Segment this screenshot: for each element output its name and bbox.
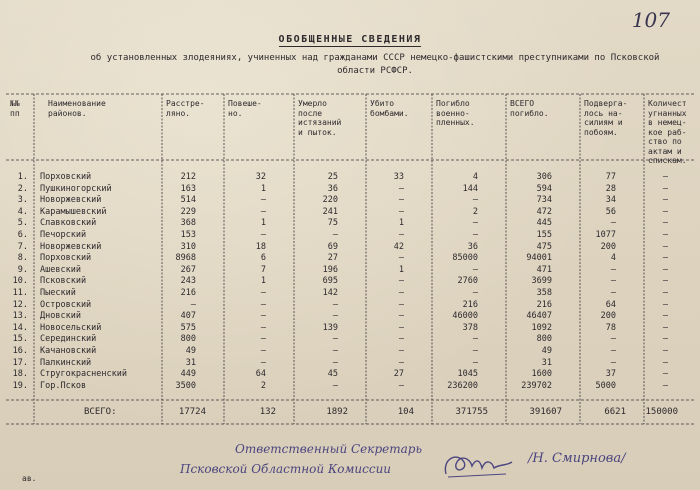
district-name: Дновский (40, 311, 81, 322)
table-cell: – (472, 195, 478, 206)
table-cell: 236200 (447, 380, 478, 391)
table-cell: – (662, 264, 668, 275)
row-number: 9. (17, 264, 28, 275)
table-cell: 144 (462, 183, 478, 194)
table-cell: – (398, 299, 404, 310)
total-cell: 17724 (178, 407, 206, 417)
table-cell: – (260, 206, 266, 217)
table-cell: – (662, 253, 668, 264)
table-cell: 695 (322, 276, 338, 287)
table-cell: – (662, 357, 668, 368)
table-cell: – (260, 334, 266, 345)
table-cell: – (472, 357, 478, 368)
document-subtitle: об установленных злодеяниях, учиненных над гражданами СССР немецко-фашистскими преступниками по Псковской области РСФСР. (90, 53, 660, 76)
row-number: 7. (17, 241, 28, 252)
row-number: 18. (12, 369, 28, 380)
table-cell: – (398, 346, 404, 356)
table-cell: – (398, 380, 404, 391)
table-cell: 220 (322, 195, 338, 206)
table-cell: 37 (605, 369, 616, 380)
table-cell: 239702 (521, 380, 552, 391)
table-cell: 445 (536, 218, 552, 229)
column-header-9: Количест угнанных в немец- кое раб- ство по актам и спискам. (648, 99, 687, 165)
district-name: Палкинский (40, 357, 92, 368)
table-cell: 1 (398, 218, 404, 229)
column-header-8: Подверга- лось на- силиям и побоям. (584, 99, 628, 137)
table-cell: 200 (600, 241, 616, 252)
table-cell: 368 (180, 218, 196, 229)
table-cell: 306 (536, 172, 552, 182)
column-header-5: Убито бомбами. (370, 99, 409, 118)
table-cell: – (398, 322, 404, 333)
table-cell: 734 (536, 195, 552, 206)
table-cell: 153 (180, 230, 196, 240)
table-cell: – (260, 299, 266, 310)
table-cell: – (190, 299, 196, 310)
table-cell: 64 (605, 299, 616, 310)
table-cell: – (472, 334, 478, 345)
table-cell: 243 (180, 276, 196, 287)
table-cell: 36 (467, 241, 478, 252)
table-cell: 27 (327, 253, 338, 264)
district-name: Новоржевский (40, 241, 102, 252)
row-number: 17. (12, 357, 28, 368)
table-cell: – (610, 334, 616, 345)
footer-mark: ав. (22, 474, 37, 483)
district-name: Карамышевский (40, 206, 107, 217)
table-cell: – (398, 183, 404, 194)
table-cell: 139 (322, 322, 338, 333)
table-cell: 46407 (526, 311, 552, 322)
table-cell: – (332, 299, 338, 310)
table-cell: 1600 (531, 369, 552, 380)
table-cell: – (398, 311, 404, 322)
total-cell: 150000 (645, 407, 678, 417)
total-cell: 104 (397, 407, 414, 417)
table-cell: – (332, 230, 338, 240)
row-number: 5. (17, 218, 28, 229)
table-cell: 46000 (452, 311, 478, 322)
row-number: 10. (12, 276, 28, 287)
table-cell: – (610, 276, 616, 287)
table-cell: – (610, 357, 616, 368)
column-header-6: Погибло военно- пленных. (436, 99, 475, 127)
table-cell: 1 (260, 218, 266, 229)
table-cell: 475 (536, 241, 552, 252)
column-header-7: ВСЕГО погибло. (510, 99, 549, 118)
table-cell: 4 (472, 172, 478, 182)
table-cell: – (662, 241, 668, 252)
table-cell: 85000 (452, 253, 478, 264)
district-name: Пыеский (40, 288, 76, 298)
table-cell: 1 (398, 264, 404, 275)
row-number: 6. (17, 230, 28, 240)
table-cell: – (332, 357, 338, 368)
table-cell: – (472, 264, 478, 275)
table-cell: – (472, 218, 478, 229)
table-cell: – (260, 311, 266, 322)
table-cell: – (398, 357, 404, 368)
table-cell: – (332, 380, 338, 391)
table-cell: 28 (605, 183, 616, 194)
signature-title-line: Ответственный Секретарь (235, 442, 422, 456)
row-number: 19. (12, 380, 28, 391)
table-cell: 216 (536, 299, 552, 310)
table-cell: – (260, 288, 266, 298)
table-cell: 514 (180, 195, 196, 206)
table-cell: – (398, 195, 404, 206)
signatory-name: /Н. Смирнова/ (528, 451, 626, 466)
table-cell: – (662, 206, 668, 217)
column-header-0: №№ пп (10, 99, 20, 118)
table-cell: 471 (536, 264, 552, 275)
table-cell: 33 (393, 172, 404, 182)
table-cell: – (662, 380, 668, 391)
table-cell: – (472, 230, 478, 240)
column-header-4: Умерло после истязаний и пыток. (298, 99, 342, 137)
table-cell: 216 (462, 299, 478, 310)
row-number: 2. (17, 183, 28, 194)
table-cell: – (662, 276, 668, 287)
table-cell: 49 (541, 346, 552, 356)
district-name: Качановский (40, 346, 97, 356)
table-cell: 3699 (531, 276, 552, 287)
table-cell: – (610, 264, 616, 275)
table-cell: – (260, 195, 266, 206)
table-cell: 212 (180, 172, 196, 182)
table-cell: 75 (327, 218, 338, 229)
document-title (0, 34, 700, 45)
table-cell: 196 (322, 264, 338, 275)
table-cell: 407 (180, 311, 196, 322)
row-number: 11. (12, 288, 28, 298)
table-cell: 31 (185, 357, 196, 368)
table-cell: – (662, 218, 668, 229)
table-cell: – (662, 230, 668, 240)
district-name: Ашевский (40, 264, 81, 275)
district-name: Порховский (40, 172, 92, 182)
district-name: Псковский (40, 276, 87, 287)
table-cell: – (332, 311, 338, 322)
table-cell: 69 (327, 241, 338, 252)
table-cell: 800 (180, 334, 196, 345)
table-cell: – (662, 195, 668, 206)
table-cell: 78 (605, 322, 616, 333)
table-cell: 2760 (457, 276, 478, 287)
table-cell: 7 (260, 264, 266, 275)
row-number: 1. (17, 172, 28, 182)
table-cell: 5000 (595, 380, 616, 391)
table-cell: 3500 (175, 380, 196, 391)
table-cell: – (398, 230, 404, 240)
table-cell: 155 (536, 230, 552, 240)
row-number: 3. (17, 195, 28, 206)
table-cell: 31 (541, 357, 552, 368)
row-number: 12. (12, 299, 28, 310)
table-cell: 449 (180, 369, 196, 380)
table-cell: 8968 (175, 253, 196, 264)
total-cell: 132 (259, 407, 276, 417)
table-cell: 267 (180, 264, 196, 275)
table-cell: 45 (327, 369, 338, 380)
row-number: 15. (12, 334, 28, 345)
table-cell: – (610, 288, 616, 298)
table-cell: 163 (180, 183, 196, 194)
column-header-1: Наименование районов. (48, 99, 106, 118)
table-cell: 594 (536, 183, 552, 194)
table-cell: 241 (322, 206, 338, 217)
table-cell: 2 (472, 206, 478, 217)
data-table (6, 92, 696, 444)
table-cell: – (662, 183, 668, 194)
row-number: 14. (12, 322, 28, 333)
table-cell: 472 (536, 206, 552, 217)
table-cell: 229 (180, 206, 196, 217)
table-cell: – (610, 346, 616, 356)
table-cell: 358 (536, 288, 552, 298)
table-cell: 64 (255, 369, 266, 380)
district-name: Славковский (40, 218, 97, 229)
total-cell: 391607 (529, 407, 562, 417)
table-cell: 2 (260, 380, 266, 391)
signature-commission-line: Псковской Областной Комиссии (180, 462, 392, 476)
table-cell: 42 (393, 241, 404, 252)
district-name: Новосельский (40, 322, 102, 333)
table-cell: – (662, 311, 668, 322)
table-cell: – (332, 334, 338, 345)
district-name: Порховский (40, 253, 92, 264)
table-cell: 378 (462, 322, 478, 333)
table-cell: – (398, 253, 404, 264)
table-cell: 56 (605, 206, 616, 217)
table-cell: 1092 (531, 322, 552, 333)
title-text: ОБОБЩЕННЫЕ СВЕДЕНИЯ (278, 34, 422, 45)
row-number: 13. (12, 311, 28, 322)
district-name: Серединский (40, 334, 97, 345)
table-cell: 216 (180, 288, 196, 298)
table-cell: 310 (180, 241, 196, 252)
table-cell: 36 (327, 183, 338, 194)
row-number: 16. (12, 346, 28, 356)
district-name: Стругокрасненский (40, 369, 127, 380)
total-cell: 6621 (604, 407, 626, 417)
table-cell: – (662, 172, 668, 182)
column-header-3: Повеше- но. (228, 99, 262, 118)
table-cell: – (260, 357, 266, 368)
table-cell: 6 (260, 253, 266, 264)
table-cell: 94001 (526, 253, 552, 264)
table-cell: – (260, 346, 266, 356)
table-cell: 800 (536, 334, 552, 345)
table-cell: – (472, 346, 478, 356)
district-name: Новоржевский (40, 195, 102, 206)
table-cell: – (610, 218, 616, 229)
row-number: 8. (17, 253, 28, 264)
table-cell: – (260, 230, 266, 240)
table-cell: – (662, 334, 668, 345)
handwritten-signature (440, 448, 515, 482)
table-cell: 1 (260, 276, 266, 287)
table-cell: – (662, 346, 668, 356)
table-cell: 25 (327, 172, 338, 182)
row-number: 4. (17, 206, 28, 217)
table-cell: 32 (255, 172, 266, 182)
table-cell: – (260, 322, 266, 333)
table-cell: – (662, 299, 668, 310)
table-cell: 18 (255, 241, 266, 252)
district-name: Печорский (40, 230, 87, 240)
table-cell: – (662, 369, 668, 380)
column-header-2: Расстре- ляно. (166, 99, 205, 118)
table-cell: – (398, 288, 404, 298)
table-cell: 77 (605, 172, 616, 182)
table-cell: 34 (605, 195, 616, 206)
district-name: Гор.Псков (40, 380, 87, 391)
totals-label: ВСЕГО: (84, 407, 117, 417)
table-cell: – (662, 288, 668, 298)
table-cell: 1045 (457, 369, 478, 380)
table-cell: 200 (600, 311, 616, 322)
table-cell: – (398, 206, 404, 217)
table-cell: 27 (393, 369, 404, 380)
table-cell: 1077 (595, 230, 616, 240)
table-cell: – (332, 346, 338, 356)
table-cell: – (662, 322, 668, 333)
page-number: 107 (631, 8, 670, 32)
district-name: Островский (40, 299, 92, 310)
total-cell: 1892 (326, 407, 348, 417)
table-cell: 49 (185, 346, 196, 356)
total-cell: 371755 (455, 407, 488, 417)
district-name: Пушкиногорский (40, 183, 112, 194)
table-cell: 142 (322, 288, 338, 298)
table-cell: 575 (180, 322, 196, 333)
table-cell: – (398, 276, 404, 287)
table-cell: – (398, 334, 404, 345)
table-cell: – (472, 288, 478, 298)
table-cell: 1 (260, 183, 266, 194)
table-cell: 4 (610, 253, 616, 264)
